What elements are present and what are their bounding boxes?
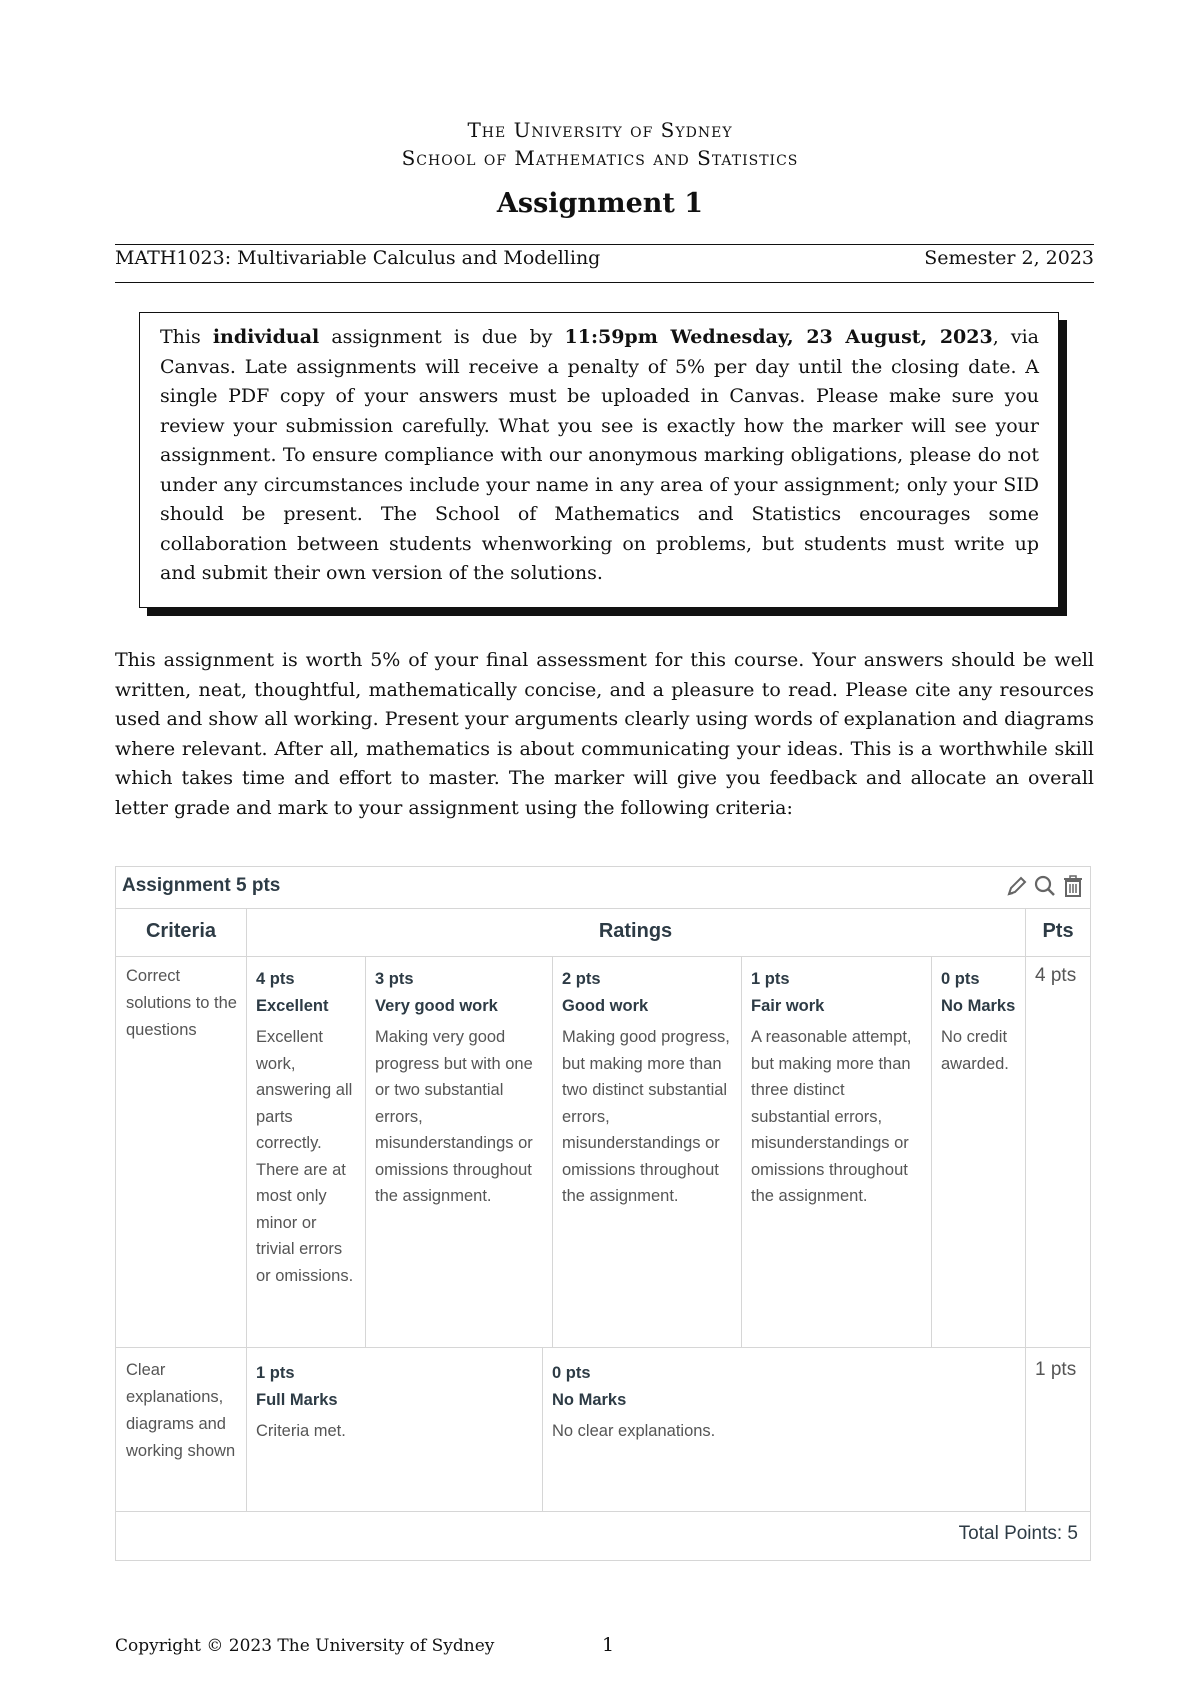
rating-cell[interactable] [375, 966, 547, 1210]
rubric-divider [116, 956, 1090, 957]
rating-points: 1 pts [256, 1364, 295, 1382]
search-icon[interactable] [1032, 873, 1058, 899]
rubric-divider [116, 908, 1090, 909]
notice-text-3: , via Canvas. Late assignments will receive a penalty of 5% per day until the closing date. A single PDF copy of your answers must be uploaded in Canvas. Please make sure you review your submission carefully. What you see is exactly how the marker will see your assignment. To ensure compliance with our anonymous marking obligations, please do not under any circumstances include your name in any area of your assignment; only your SID should be present. The School of Mathematics and Statistics encourages some collaboration between students whenworking on problems, but students must write up and submit their own version of the solutions. [160, 326, 1039, 584]
rating-points: 2 pts [562, 970, 601, 988]
rating-name: No Marks [941, 996, 1016, 1015]
rubric-divider [1025, 908, 1026, 1511]
rating-description: A reasonable attempt, but making more than three distinct substantial errors, misunderstandings or omissions throughout the assignment. [751, 1028, 912, 1205]
rating-name: Fair work [751, 996, 825, 1015]
assignment-description: This assignment is worth 5% of your final assessment for this course. Your answers should be well written, neat, thoughtful, mathematically concise, and a pleasure to read. Please cite any resources used and show all working. Present your arguments clearly using words of explanation and diagrams where relevant. After all, mathematics is about communicating your ideas. This is a worthwhile skill which takes time and effort to master. The marker will give you feedback and allocate an overall letter grade and mark to your assignment using the following criteria: [115, 649, 1094, 819]
notice-due-date: 11:59pm Wednesday, 23 August, 2023 [564, 326, 993, 348]
notice-box [139, 312, 1059, 608]
pts-header: Pts [1042, 920, 1074, 942]
rubric-title: Assignment 5 pts [122, 875, 281, 896]
notice-text-2: assignment is due by [319, 326, 565, 348]
rating-points: 4 pts [256, 970, 295, 988]
rating-name: Good work [562, 996, 649, 1015]
criterion-description: Clear explanations, diagrams and working shown [126, 1361, 236, 1460]
page-number: 1 [602, 1634, 615, 1656]
rating-name: Full Marks [256, 1390, 338, 1409]
rating-cell[interactable] [256, 966, 356, 1289]
rating-name: Very good work [375, 996, 498, 1015]
notice-emphasis-individual: individual [212, 326, 320, 348]
rubric-divider [116, 1347, 1090, 1348]
rating-description: Criteria met. [256, 1422, 346, 1440]
rating-cell[interactable] [941, 966, 1021, 1077]
rubric-divider [116, 1511, 1090, 1512]
trash-icon[interactable] [1060, 873, 1086, 899]
rubric-toolbar [1004, 873, 1086, 899]
rating-description: Making good progress, but making more than two distinct substantial errors, misunderstandings or omissions throughout the assignment. [562, 1028, 730, 1205]
school-name: School of Mathematics and Statistics [401, 146, 799, 170]
rating-description: Excellent work, answering all parts correctly. There are at most only minor or trivial errors or omissions. [256, 1028, 354, 1285]
rating-description: Making very good progress but with one or two substantial errors, misunderstandings or omissions throughout the assignment. [375, 1028, 533, 1205]
course-name: MATH1023: Multivariable Calculus and Modelling [115, 247, 601, 269]
notice-text-1: This [160, 326, 213, 348]
rubric-table [115, 866, 1091, 1561]
rating-points: 0 pts [552, 1364, 591, 1382]
top-rule [115, 244, 1094, 245]
total-points: Total Points: 5 [958, 1523, 1078, 1544]
rating-points: 0 pts [941, 970, 980, 988]
rating-points: 1 pts [751, 970, 790, 988]
ratings-header: Ratings [598, 920, 673, 942]
copyright: Copyright © 2023 The University of Sydney [115, 1636, 495, 1656]
rating-cell[interactable] [751, 966, 923, 1210]
edit-icon[interactable] [1004, 873, 1030, 899]
rating-points: 3 pts [375, 970, 414, 988]
rating-name: No Marks [552, 1390, 627, 1409]
rating-description: No credit awarded. [941, 1028, 1009, 1073]
criterion-points: 1 pts [1035, 1359, 1077, 1380]
university-name: The University of Sydney [467, 118, 733, 142]
rubric-divider [931, 956, 932, 1347]
semester: Semester 2, 2023 [924, 247, 1094, 269]
criteria-header: Criteria [145, 920, 217, 942]
rating-cell[interactable] [552, 1360, 1012, 1445]
rubric-divider [552, 956, 553, 1347]
rating-cell[interactable] [256, 1360, 536, 1445]
rubric-divider [246, 908, 247, 1511]
rubric-divider [542, 1347, 543, 1511]
rubric-divider [741, 956, 742, 1347]
rating-name: Excellent [256, 996, 329, 1015]
bottom-rule [115, 282, 1094, 283]
criterion-points: 4 pts [1035, 965, 1077, 986]
rubric-divider [365, 956, 366, 1347]
criterion-description: Correct solutions to the questions [126, 967, 237, 1039]
rating-description: No clear explanations. [552, 1422, 716, 1440]
page-title: Assignment 1 [496, 188, 704, 219]
rating-cell[interactable] [562, 966, 734, 1210]
